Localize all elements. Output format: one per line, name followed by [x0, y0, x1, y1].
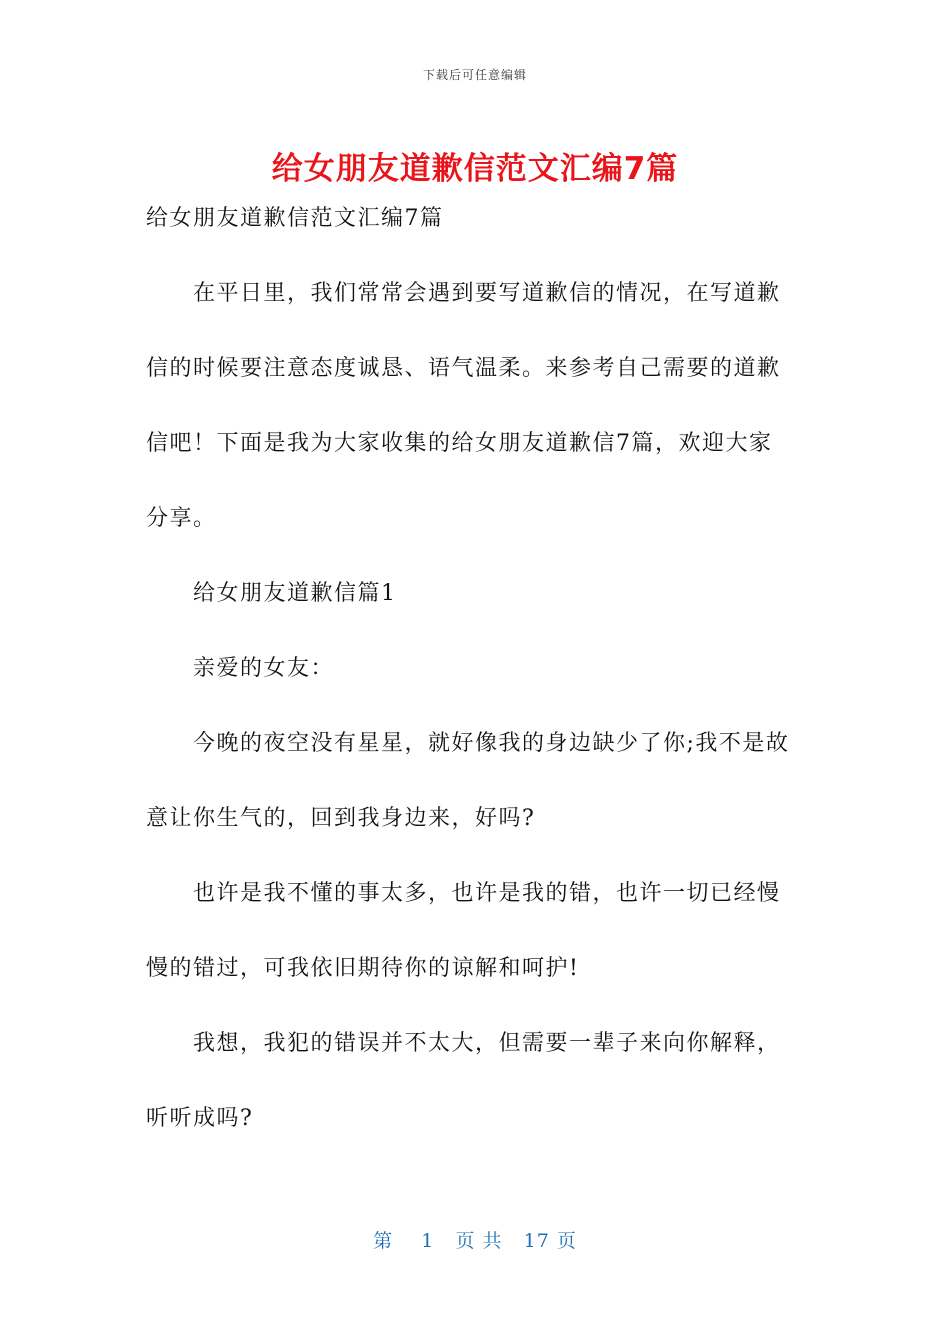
- paragraph-line: 今晚的夜空没有星星，就好像我的身边缺少了你;我不是故: [193, 731, 790, 756]
- page-label-prefix: 第: [373, 1230, 394, 1252]
- letter-salutation: 亲爱的女友：: [193, 656, 335, 681]
- paragraph-line: 听听成吗?: [146, 1106, 254, 1131]
- document-body: [146, 200, 806, 1175]
- paragraph-line: 我想，我犯的错误并不太大，但需要一辈子来向你解释，: [193, 1031, 781, 1056]
- paragraph-line: 分享。: [146, 506, 217, 531]
- paragraph-line: 慢的错过，可我依旧期待你的谅解和呵护!: [146, 956, 580, 981]
- current-page-number: 1: [421, 1230, 435, 1252]
- paragraph-line: 信吧！下面是我为大家收集的给女朋友道歉信7篇，欢迎大家: [146, 431, 773, 456]
- page-label-suffix: 页: [556, 1230, 577, 1252]
- paragraph-line: 在平日里，我们常常会遇到要写道歉信的情况，在写道歉: [193, 281, 781, 306]
- document-title: 给女朋友道歉信范文汇编7篇: [271, 151, 679, 187]
- page-label-mid: 页 共: [455, 1230, 503, 1252]
- total-page-count: 17: [523, 1230, 550, 1252]
- paragraph-line: 信的时候要注意态度诚恳、语气温柔。来参考自己需要的道歉: [146, 356, 781, 381]
- page-number-footer: [0, 1226, 950, 1253]
- paragraph-line: 也许是我不懂的事太多，也许是我的错，也许一切已经慢: [193, 881, 781, 906]
- section-heading: 给女朋友道歉信篇1: [193, 581, 397, 606]
- header-note: 下载后可任意编辑: [422, 68, 527, 82]
- paragraph-line: 意让你生气的，回到我身边来，好吗?: [146, 806, 536, 831]
- document-subtitle: 给女朋友道歉信范文汇编7篇: [146, 206, 444, 231]
